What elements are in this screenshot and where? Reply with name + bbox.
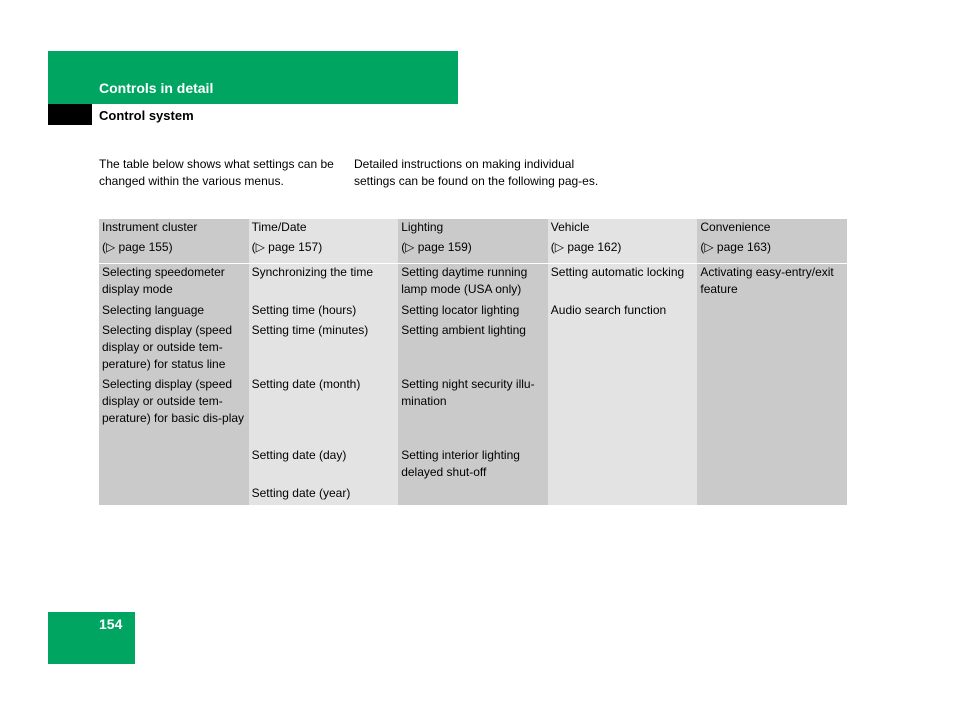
table-cell	[548, 376, 698, 447]
table-cell	[697, 376, 847, 447]
table-cell	[697, 302, 847, 322]
section-marker	[48, 104, 92, 125]
table-cell: Setting date (day)	[249, 447, 399, 485]
table-cell: Setting ambient lighting	[398, 322, 548, 376]
column-header-lighting: Lighting	[398, 219, 548, 239]
table-cell: Setting automatic locking	[548, 264, 698, 303]
table-cell: Setting locator lighting	[398, 302, 548, 322]
table-cell	[548, 485, 698, 505]
table-cell: Synchronizing the time	[249, 264, 399, 303]
table-row	[99, 302, 847, 322]
table-cell	[99, 447, 249, 485]
settings-table	[99, 219, 847, 505]
header-band	[48, 51, 458, 104]
table-cell: Selecting speedometer display mode	[99, 264, 249, 303]
table-cell	[548, 322, 698, 376]
column-header-vehicle: Vehicle	[548, 219, 698, 239]
table-cell	[697, 322, 847, 376]
table-row	[99, 264, 847, 303]
table-cell: Setting date (month)	[249, 376, 399, 447]
page-reference-instrument-cluster: (▷ page 155)	[99, 239, 249, 264]
page-reference-lighting: (▷ page 159)	[398, 239, 548, 264]
table-cell: Setting daytime running lamp mode (USA only)	[398, 264, 548, 303]
table-cell: Activating easy-entry/exit feature	[697, 264, 847, 303]
subsection-title: Control system	[99, 108, 194, 123]
table-cell: Selecting display (speed display or outside tem-perature) for status line	[99, 322, 249, 376]
table-cell: Setting time (minutes)	[249, 322, 399, 376]
table-cell: Setting night security illu-mination	[398, 376, 548, 447]
page-reference-time-date: (▷ page 157)	[249, 239, 399, 264]
intro-text-right: Detailed instructions on making individual settings can be found on the following pag-es.	[354, 157, 599, 188]
column-header-convenience: Convenience	[697, 219, 847, 239]
table-cell	[398, 485, 548, 505]
table-row	[99, 485, 847, 505]
column-header-instrument-cluster: Instrument cluster	[99, 219, 249, 239]
table-cell: Setting interior lighting delayed shut-off	[398, 447, 548, 485]
table-cell: Audio search function	[548, 302, 698, 322]
column-header-time-date: Time/Date	[249, 219, 399, 239]
section-title: Controls in detail	[99, 80, 214, 96]
page-reference-vehicle: (▷ page 162)	[548, 239, 698, 264]
table-cell: Selecting display (speed display or outside tem-perature) for basic dis-play	[99, 376, 249, 447]
table-row	[99, 322, 847, 376]
table-cell: Setting date (year)	[249, 485, 399, 505]
table-row	[99, 376, 847, 447]
table-cell	[99, 485, 249, 505]
page-number: 154	[99, 616, 123, 632]
table-cell	[548, 447, 698, 485]
intro-text-left: The table below shows what settings can be changed within the various menus.	[99, 157, 334, 188]
table-cell	[697, 447, 847, 485]
table-cell: Selecting language	[99, 302, 249, 322]
page-reference-convenience: (▷ page 163)	[697, 239, 847, 264]
table-row	[99, 447, 847, 485]
table-cell	[697, 485, 847, 505]
table-cell: Setting time (hours)	[249, 302, 399, 322]
